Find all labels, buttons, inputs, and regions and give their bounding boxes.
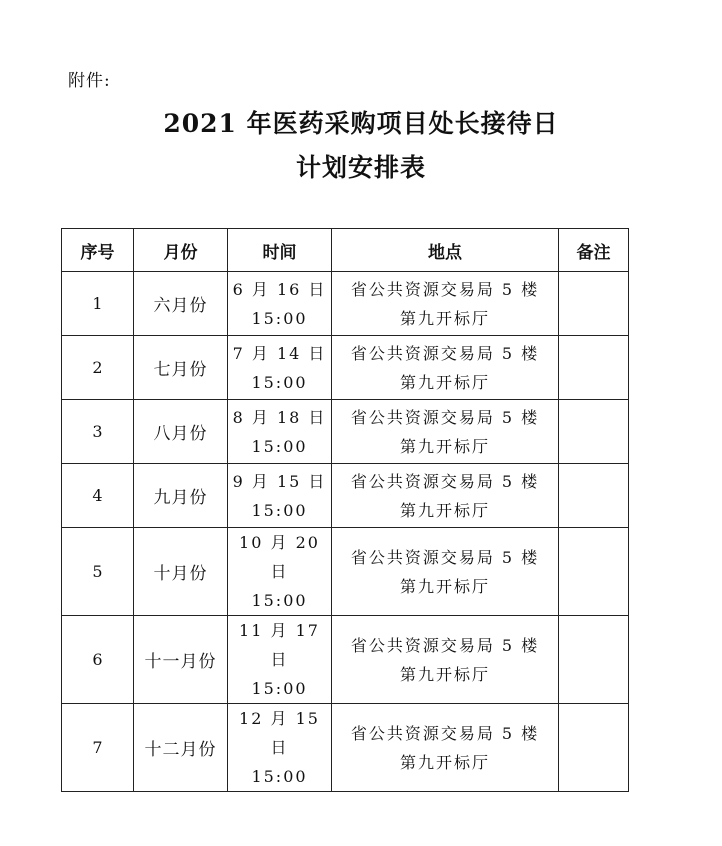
row-month: 六月份 xyxy=(134,272,228,336)
row-month: 十月份 xyxy=(134,528,228,616)
row-place xyxy=(332,464,559,528)
header-index: 序号 xyxy=(62,229,134,272)
table-row xyxy=(62,464,629,528)
row-date: 10 月 20 日 xyxy=(239,533,320,581)
row-time xyxy=(228,336,332,400)
row-clock: 15:00 xyxy=(251,372,308,392)
row-clock: 15:00 xyxy=(251,679,308,698)
attachment-label: 附件: xyxy=(68,71,111,91)
row-place-line1: 省公共资源交易局 5 楼 xyxy=(350,723,540,743)
row-place xyxy=(332,528,559,616)
row-place-line2: 第九开标厅 xyxy=(399,664,490,684)
header-remark: 备注 xyxy=(559,229,629,272)
row-place-line2: 第九开标厅 xyxy=(399,436,490,456)
row-month: 九月份 xyxy=(134,464,228,528)
row-place xyxy=(332,704,559,792)
row-index: 6 xyxy=(62,616,134,704)
row-place-line2: 第九开标厅 xyxy=(399,752,490,772)
row-clock: 15:00 xyxy=(251,500,308,520)
row-place-line2: 第九开标厅 xyxy=(399,500,490,520)
table-row xyxy=(62,616,629,704)
row-month: 八月份 xyxy=(134,400,228,464)
row-remark xyxy=(559,400,629,464)
table-row xyxy=(62,272,629,336)
row-place-line1: 省公共资源交易局 5 楼 xyxy=(350,343,540,363)
row-time xyxy=(228,616,332,704)
row-index: 2 xyxy=(62,336,134,400)
row-clock: 15:00 xyxy=(251,767,308,786)
row-clock: 15:00 xyxy=(251,436,308,456)
row-remark xyxy=(559,616,629,704)
table-row xyxy=(62,704,629,792)
row-time xyxy=(228,400,332,464)
row-date: 8 月 18 日 xyxy=(232,407,327,427)
row-remark xyxy=(559,272,629,336)
row-time xyxy=(228,464,332,528)
header-place: 地点 xyxy=(332,229,559,272)
row-remark xyxy=(559,704,629,792)
row-date: 9 月 15 日 xyxy=(232,471,327,491)
row-remark xyxy=(559,528,629,616)
row-date: 7 月 14 日 xyxy=(232,343,327,363)
row-place-line1: 省公共资源交易局 5 楼 xyxy=(350,279,540,299)
row-month: 七月份 xyxy=(134,336,228,400)
row-remark xyxy=(559,464,629,528)
row-index: 3 xyxy=(62,400,134,464)
row-date: 12 月 15 日 xyxy=(239,709,320,757)
row-place-line1: 省公共资源交易局 5 楼 xyxy=(350,471,540,491)
row-place-line1: 省公共资源交易局 5 楼 xyxy=(350,547,540,567)
row-month: 十一月份 xyxy=(134,616,228,704)
row-place-line2: 第九开标厅 xyxy=(399,308,490,328)
row-clock: 15:00 xyxy=(251,308,308,328)
row-place xyxy=(332,400,559,464)
row-index: 7 xyxy=(62,704,134,792)
header-month: 月份 xyxy=(134,229,228,272)
row-index: 5 xyxy=(62,528,134,616)
document-title-line1: 2021 年医药采购项目处长接待日 xyxy=(163,109,559,138)
row-place xyxy=(332,272,559,336)
table-row xyxy=(62,528,629,616)
row-place-line1: 省公共资源交易局 5 楼 xyxy=(350,635,540,655)
row-place-line2: 第九开标厅 xyxy=(399,372,490,392)
row-place xyxy=(332,616,559,704)
row-place-line2: 第九开标厅 xyxy=(399,576,490,596)
row-date: 6 月 16 日 xyxy=(232,279,327,299)
row-index: 1 xyxy=(62,272,134,336)
table-header-row xyxy=(62,229,629,272)
row-time xyxy=(228,704,332,792)
row-index: 4 xyxy=(62,464,134,528)
table-body xyxy=(62,272,629,792)
row-place xyxy=(332,336,559,400)
table-row xyxy=(62,400,629,464)
row-remark xyxy=(559,336,629,400)
row-place-line1: 省公共资源交易局 5 楼 xyxy=(350,407,540,427)
row-time xyxy=(228,272,332,336)
row-clock: 15:00 xyxy=(251,591,308,610)
row-time xyxy=(228,528,332,616)
document-title-line2: 计划安排表 xyxy=(295,153,426,182)
row-date: 11 月 17 日 xyxy=(239,621,320,669)
header-time: 时间 xyxy=(228,229,332,272)
schedule-table xyxy=(61,228,629,792)
row-month: 十二月份 xyxy=(134,704,228,792)
table-row xyxy=(62,336,629,400)
